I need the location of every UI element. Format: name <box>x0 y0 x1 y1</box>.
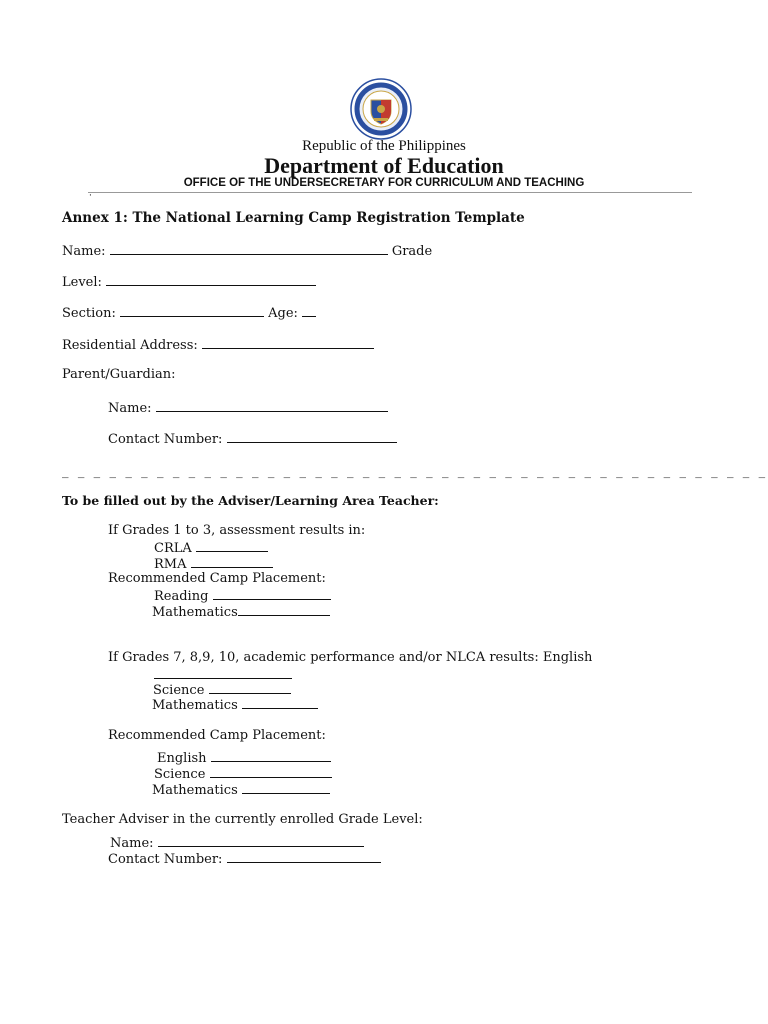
parent-contact-row <box>108 430 397 448</box>
teacher-contact-row <box>108 850 381 868</box>
parent-contact-field[interactable] <box>227 430 397 443</box>
teacher-adviser-label: Teacher Adviser in the currently enrolled Grade Level: <box>62 812 423 827</box>
grade-label: Grade <box>391 244 433 259</box>
english-field-1[interactable] <box>154 666 292 679</box>
science-label-1: Science <box>153 683 205 698</box>
parent-name-row <box>108 399 388 417</box>
mathematics-label-1: Mathematics <box>152 605 238 620</box>
section-field[interactable] <box>120 304 264 317</box>
english-label-2: English <box>157 751 207 766</box>
republic-heading: Republic of the Philippines <box>302 138 466 154</box>
age-field[interactable] <box>302 304 316 317</box>
crla-label: CRLA <box>154 541 192 556</box>
teacher-name-field[interactable] <box>158 834 364 847</box>
address-field[interactable] <box>202 336 374 349</box>
english-field-2[interactable] <box>211 749 331 762</box>
crla-field[interactable] <box>196 539 268 552</box>
grades-1-3-label: If Grades 1 to 3, assessment results in: <box>108 523 366 538</box>
rma-label: RMA <box>154 557 187 572</box>
level-row <box>62 273 316 291</box>
deped-seal <box>350 78 412 140</box>
level-field[interactable] <box>106 273 316 286</box>
office-heading: OFFICE OF THE UNDERSECRETARY FOR CURRICULUM AND TEACHING <box>183 177 585 189</box>
science-field-1[interactable] <box>209 681 291 694</box>
parent-name-label: Name: <box>108 401 152 416</box>
mathematics-row-2 <box>152 696 318 714</box>
age-label: Age: <box>268 306 298 321</box>
reading-label: Reading <box>154 589 209 604</box>
mathematics-field-1[interactable] <box>238 603 330 616</box>
address-label: Residential Address: <box>62 338 198 353</box>
address-row <box>62 336 374 354</box>
recommended-placement-2: Recommended Camp Placement: <box>108 728 326 743</box>
level-label: Level: <box>62 275 102 290</box>
reading-field[interactable] <box>213 587 331 600</box>
teacher-contact-label: Contact Number: <box>108 852 223 867</box>
cut-line: _ _ _ _ _ _ _ _ _ _ _ _ _ _ _ _ _ _ _ _ _ _ _ _ _ _ _ _ _ _ _ _ _ _ _ _ _ _ _ _ _ _ _ _ _ <box>62 464 768 479</box>
divider-mark: · <box>89 191 92 201</box>
name-field[interactable] <box>110 242 388 255</box>
header-divider <box>88 192 692 193</box>
mathematics-field-3[interactable] <box>242 781 330 794</box>
science-field-2[interactable] <box>210 765 332 778</box>
teacher-contact-field[interactable] <box>227 850 381 863</box>
mathematics-label-3: Mathematics <box>152 783 238 798</box>
parent-contact-label: Contact Number: <box>108 432 223 447</box>
form-title: Annex 1: The National Learning Camp Registration Template <box>62 210 525 226</box>
adviser-heading: To be filled out by the Adviser/Learning Area Teacher: <box>62 493 439 508</box>
mathematics-label-2: Mathematics <box>152 698 238 713</box>
science-label-2: Science <box>154 767 206 782</box>
parent-name-field[interactable] <box>156 399 388 412</box>
mathematics-field-2[interactable] <box>242 696 318 709</box>
parent-label: Parent/Guardian: <box>62 367 176 382</box>
mathematics-row-1 <box>152 603 330 621</box>
teacher-name-label: Name: <box>110 836 154 851</box>
grades-7-10-label: If Grades 7, 8,9, 10, academic performance and/or NLCA results: English <box>108 650 593 665</box>
department-heading: Department of Education <box>264 153 504 178</box>
section-row <box>62 304 316 322</box>
name-label: Name: <box>62 244 106 259</box>
student-name-row <box>62 242 432 260</box>
mathematics-row-3 <box>152 781 330 799</box>
recommended-placement-1: Recommended Camp Placement: <box>108 571 326 586</box>
section-label: Section: <box>62 306 116 321</box>
rma-field[interactable] <box>191 555 273 568</box>
